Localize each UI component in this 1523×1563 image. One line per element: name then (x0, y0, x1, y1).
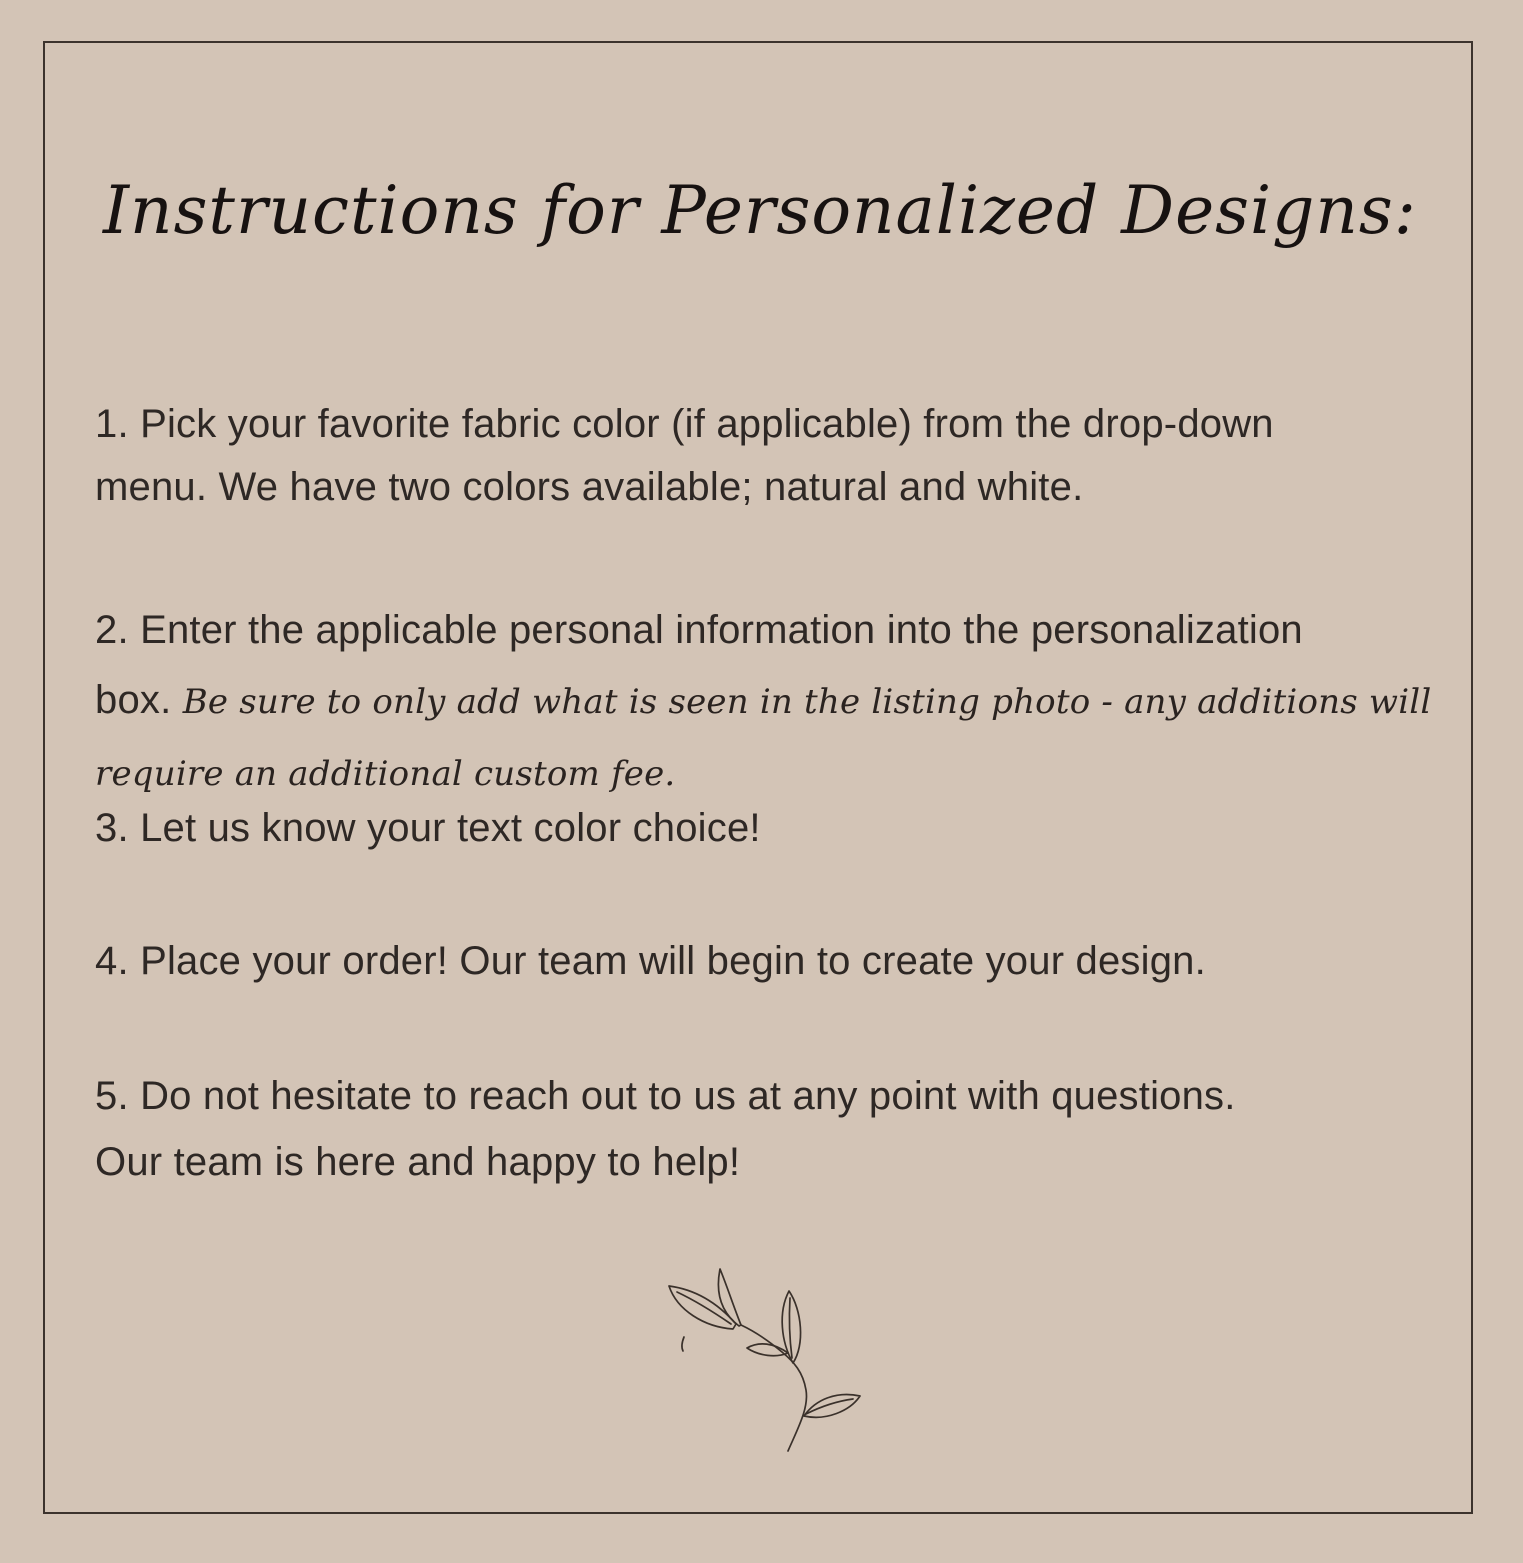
instruction-3-line-1: 3. Let us know your text color choice! (95, 806, 761, 850)
page-title: Instructions for Personalized Designs: (102, 172, 1417, 249)
instruction-5-line-1: 5. Do not hesitate to reach out to us at any point with questions. (95, 1074, 1236, 1118)
instruction-5-line-2: Our team is here and happy to help! (95, 1140, 741, 1184)
instruction-item-5 (95, 1063, 1455, 1195)
instruction-item-3 (95, 797, 1455, 860)
instruction-2-line-1: 2. Enter the applicable personal information into the personalization (95, 608, 1303, 652)
instruction-item-4 (95, 930, 1455, 993)
instruction-2-line-2 (95, 665, 1455, 809)
instruction-1-line-1: 1. Pick your favorite fabric color (if applicable) from the drop-down (95, 402, 1274, 446)
botanical-sprig-illustration (620, 1250, 920, 1470)
instruction-1-line-2: menu. We have two colors available; natural and white. (95, 465, 1084, 509)
instruction-item-2 (95, 595, 1455, 809)
instruction-2-fine-print: Be sure to only add what is seen in the listing photo - any additions will require an additional custom fee. (95, 682, 1432, 794)
instruction-item-1 (95, 393, 1455, 519)
instruction-4-line-1: 4. Place your order! Our team will begin to create your design. (95, 939, 1206, 983)
instruction-2-line-2-start: box. (95, 678, 172, 722)
